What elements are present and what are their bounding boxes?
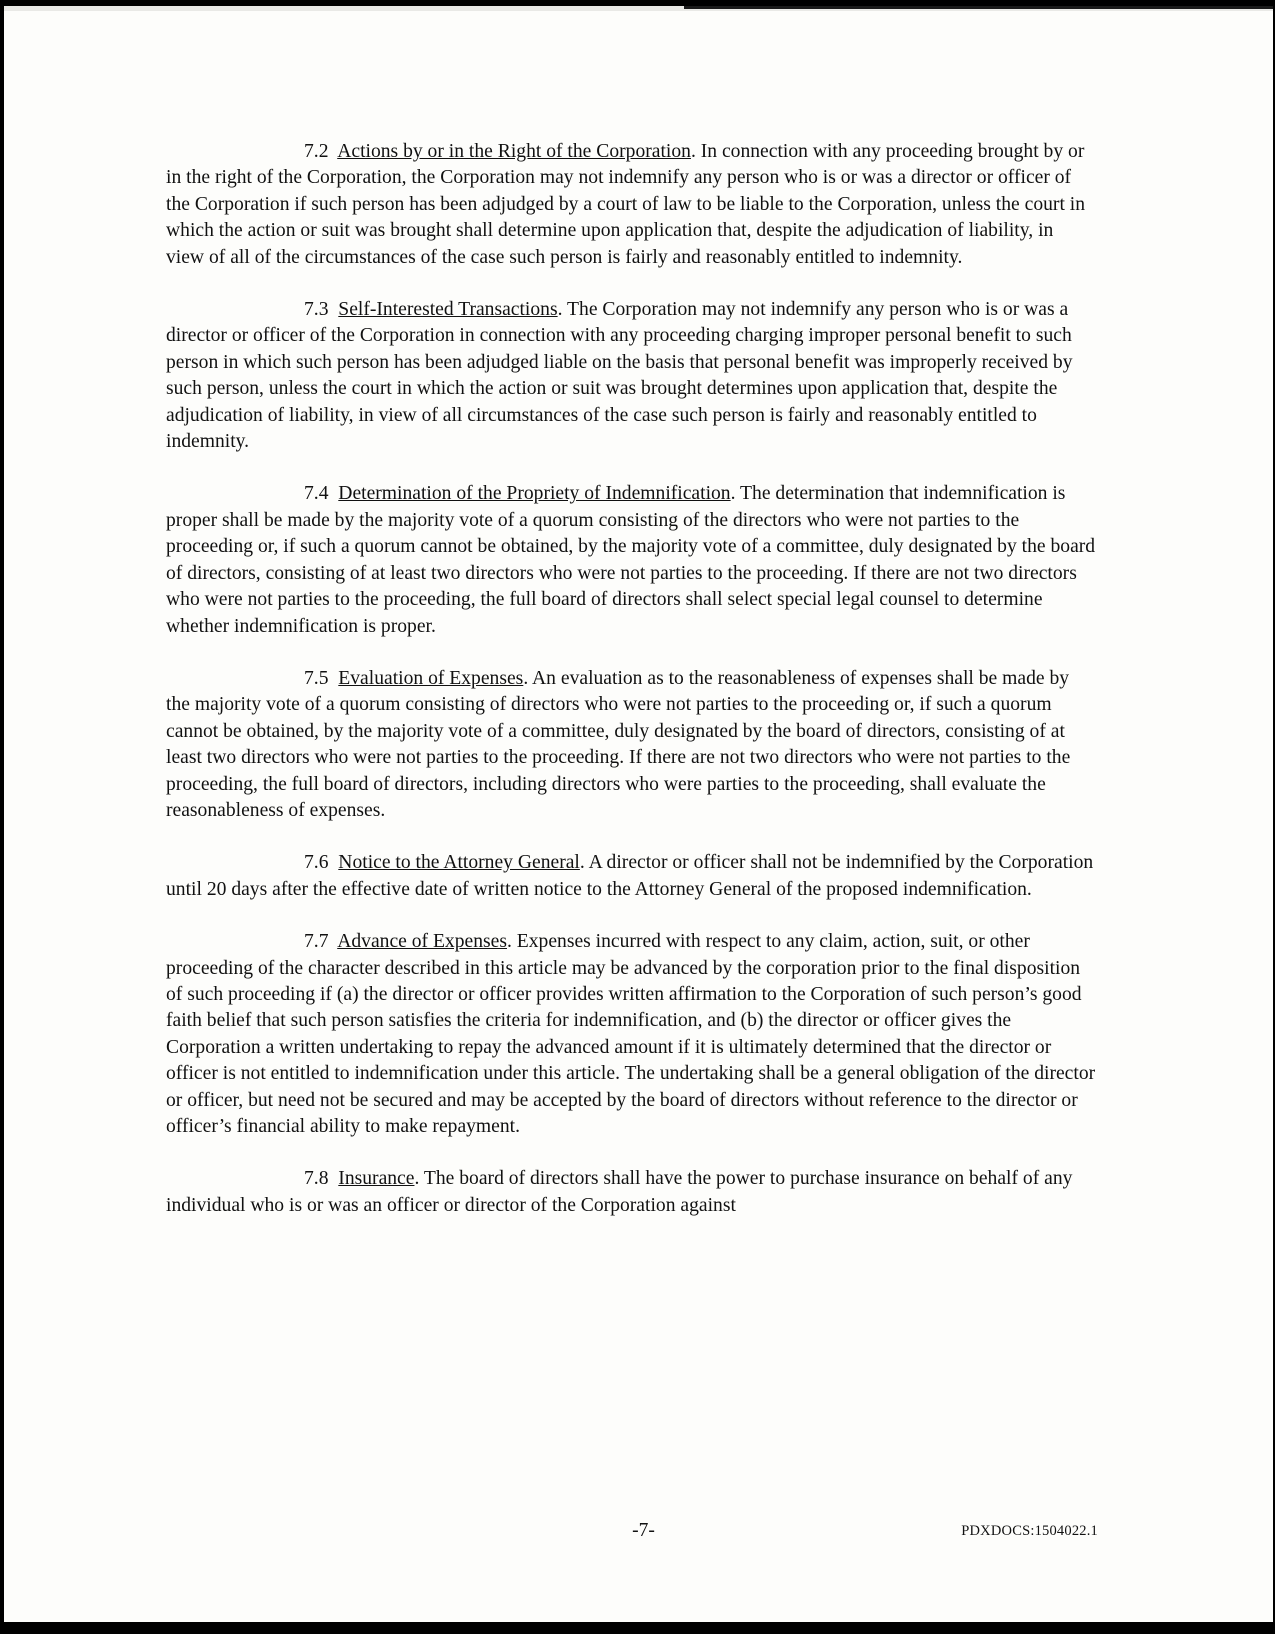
section-text: . Expenses incurred with respect to any claim, action, suit, or other proceeding of the character described in this article may be advanced by the corporation prior to the final disposition of such proceeding if (a) the director or officer provides written affirmation to the Corporation of such person’s good faith belief that such person satisfies the criteria for indemnification, and (b) the director or officer gives the Corporation a written undertaking to repay the advanced amount if it is ultimately determined that the director or officer is not entitled to indemnification under this article. The undertaking shall be a general obligation of the director or officer, but need not be secured and may be accepted by the board of directors without reference to the director or officer’s financial ability to make repayment. [166, 931, 1096, 1137]
document-body [166, 139, 1096, 1245]
section-text: . An evaluation as to the reasonableness of expenses shall be made by the majority vote of a quorum consisting of directors who were not parties to the proceeding or, if such a quorum cannot be obtained, by the majority vote of a committee, duly designated by the board of directors, consisting of at least two directors who were not parties to the proceeding. If there are not two directors who were not parties to the proceeding, the full board of directors, including directors who were parties to the proceeding, shall evaluate the reasonableness of expenses. [166, 667, 1071, 821]
section-7-8 [166, 1166, 1096, 1219]
section-text: . In connection with any proceeding brought by or in the right of the Corporation, the Corporation may not indemnify any person who is or was a director or officer of the Corporation if such person has been adjudged by a court of law to be liable to the Corporation, unless the court in which the action or suit was brought shall determine upon application that, despite the adjudication of liability, in view of all of the circumstances of the case such person is fairly and reasonably entitled to indemnity. [166, 141, 1086, 268]
section-number: 7.4 [304, 483, 329, 505]
section-7-4 [166, 481, 1096, 639]
section-heading: Notice to the Attorney General [338, 852, 580, 874]
section-number: 7.5 [304, 667, 329, 689]
section-text: . A director or officer shall not be indemnified by the Corporation until 20 days after the effective date of written notice to the Attorney General of the proposed indemnification. [166, 852, 1094, 900]
section-number: 7.6 [304, 852, 329, 874]
section-number: 7.8 [304, 1168, 329, 1190]
section-7-6 [166, 850, 1096, 903]
section-number: 7.3 [304, 299, 329, 321]
section-text: . The determination that indemnification is proper shall be made by the majority vote of a quorum consisting of the directors who were not parties to the proceeding or, if such a quorum cannot be obtained, by the majority vote of a committee, duly designated by the board of directors, consisting of at least two directors who were not parties to the proceeding. If there are not two directors who were not parties to the proceeding, the full board of directors shall select special legal counsel to determine whether indemnification is proper. [166, 483, 1096, 637]
section-number: 7.2 [304, 141, 329, 162]
section-heading: Determination of the Propriety of Indemnification [338, 483, 731, 505]
section-7-5 [166, 666, 1096, 824]
section-7-2 [166, 139, 1096, 271]
section-7-7 [166, 929, 1096, 1140]
section-heading: Self-Interested Transactions [338, 299, 558, 321]
page-number: -7- [632, 1520, 655, 1541]
document-page [4, 6, 1273, 1622]
section-7-3 [166, 297, 1096, 455]
scan-top-line [684, 6, 1273, 9]
section-number: 7.7 [304, 931, 329, 953]
section-text: . The Corporation may not indemnify any person who is or was a director or officer of the Corporation in connection with any proceeding charging improper personal benefit to such person in which such person has been adjudged liable on the basis that personal benefit was improperly received by such person, unless the court in which the action or suit was brought determines upon application that, despite the adjudication of liability, in view of all circumstances of the case such person is fairly and reasonably entitled to indemnity. [166, 299, 1073, 453]
section-text: . The board of directors shall have the power to purchase insurance on behalf of any individual who is or was an officer or director of the Corporation against [166, 1168, 1073, 1216]
section-heading: Evaluation of Expenses [338, 667, 524, 689]
document-id: PDXDOCS:1504022.1 [961, 1523, 1098, 1539]
section-heading: Insurance [338, 1168, 415, 1190]
section-heading: Advance of Expenses [337, 931, 507, 953]
section-heading: Actions by or in the Right of the Corporation [337, 141, 691, 162]
